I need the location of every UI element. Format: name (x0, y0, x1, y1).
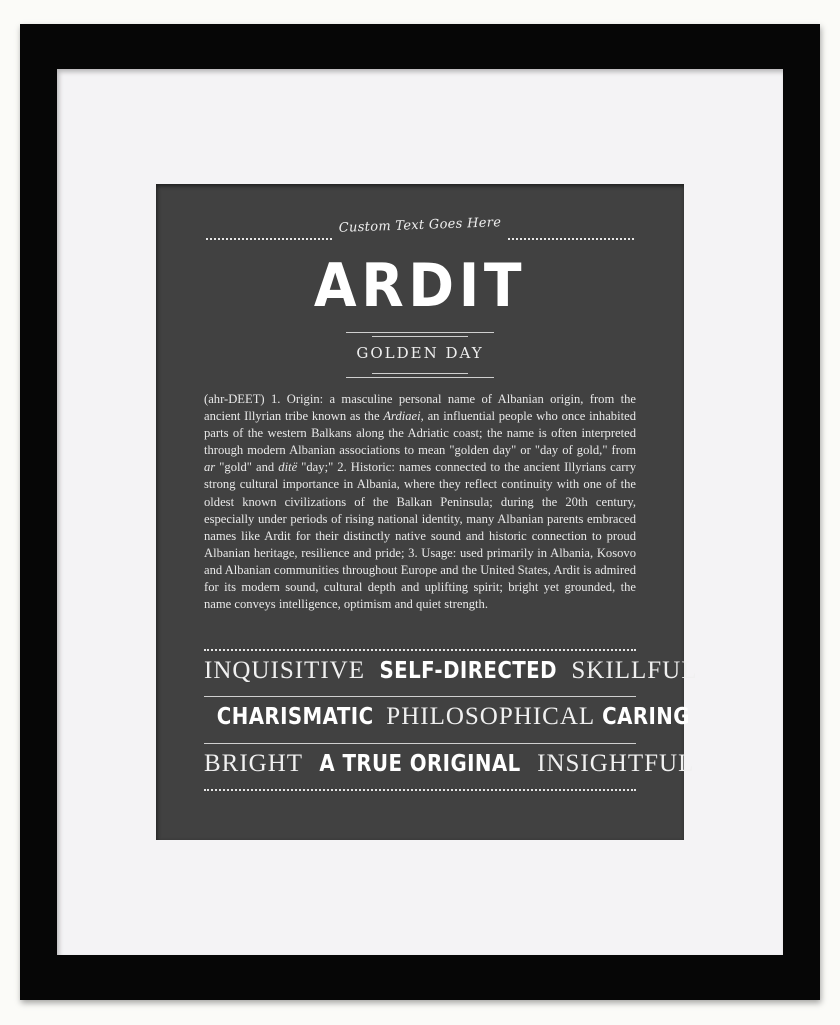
trait: BRIGHT (204, 750, 304, 777)
trait: SKILLFUL (571, 657, 698, 684)
mat-board (57, 69, 783, 955)
picture-frame (20, 24, 820, 1000)
trait: PHILOSOPHICAL (386, 703, 596, 730)
trait: SELF-DIRECTED (379, 658, 557, 684)
traits-rule-2 (204, 743, 636, 744)
trait: CARING (602, 704, 691, 730)
term-dite: ditë (278, 460, 298, 475)
meaning-rule-bottom (346, 377, 494, 378)
trait: INSIGHTFUL (537, 750, 695, 777)
name-meaning: GOLDEN DAY (356, 344, 484, 362)
name-definition: (ahr-DEET) 1. Origin: a masculine personal name of Albanian origin, from the ancient Illyrian tribe known as the Ardiaei, an influential people who once inhabited parts of the western Balkans along the Adriatic coast; the name is often interpreted through modern Albanian associations to mean "golden day" or "day of gold," from ar "gold" and ditë "day;" 2. Historic: names connected to the ancient Illyrians carry strong cultural importance in Albania, where they reflect continuity with one of the oldest known civilizations of the Balkan Peninsula; during the 20th century, especially under periods of rising national identity, many Albanian parents embraced names like Ardit for their distinctly native sound and historic connection to proud Albanian heritage, resilience and pride; 3. Usage: used primarily in Albania, Kosovo and Albanian communities throughout Europe and the United States, Ardit is admired for its modern sound, cultural depth and uplifting spirit; bright yet grounded, the name conveys intelligence, optimism and quiet strength. (204, 392, 636, 612)
custom-text: Custom Text Goes Here (338, 215, 502, 236)
traits-row-3 (204, 750, 695, 786)
traits-rule-1 (204, 696, 636, 697)
trait: A TRUE ORIGINAL (319, 751, 521, 777)
dotted-divider-right (508, 238, 634, 240)
term-ar: ar (204, 460, 216, 475)
traits-row-1 (204, 657, 698, 693)
trait: INQUISITIVE (204, 657, 365, 684)
name-rule-top (346, 332, 494, 333)
name-print (156, 184, 698, 840)
name-title: ARDIT (313, 251, 527, 321)
meaning-rule-inner (372, 373, 468, 374)
traits-row-2 (204, 703, 691, 739)
pronunciation: (ahr-DEET) (204, 392, 265, 406)
traits-divider-top (204, 649, 636, 651)
trait: CHARISMATIC (216, 704, 374, 730)
name-rule-top-inner (372, 336, 468, 337)
term-ardiaei: Ardiaei (383, 409, 421, 424)
traits-divider-bottom (204, 789, 636, 791)
